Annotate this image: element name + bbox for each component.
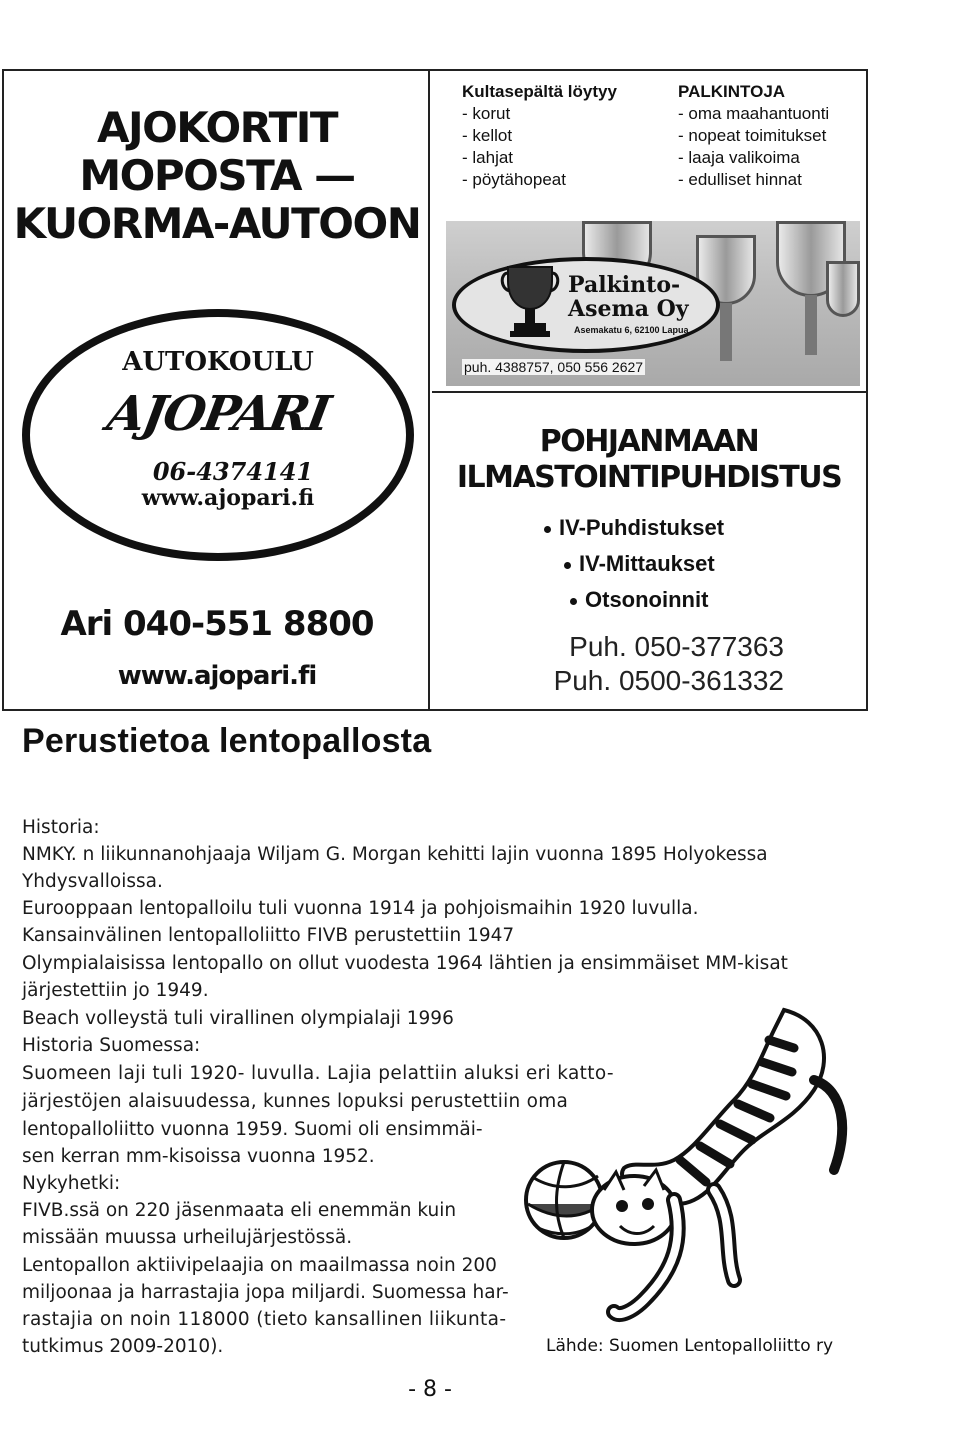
service-label: IV-Mittaukset xyxy=(579,551,715,576)
article-line: Kansainvälinen lentopalloliitto FIVB perustettiin 1947 xyxy=(22,925,515,946)
trophy-heading: PALKINTOJA xyxy=(678,82,786,101)
article-line: järjestöjen alaisuudessa, kunnes lopuksi perustettiin oma xyxy=(22,1091,569,1112)
ajopari-website: www.ajopari.fi xyxy=(117,661,317,691)
article-line: Historia Suomessa: xyxy=(22,1035,201,1056)
ad-headline-line-3: KUORMA-AUTOON xyxy=(13,199,421,248)
service-item xyxy=(570,587,708,613)
service-item xyxy=(544,515,724,541)
jewellery-list xyxy=(462,81,617,191)
article-line: missään muussa urheilujärjestössä. xyxy=(22,1227,353,1248)
logo-brand: AJOPARI xyxy=(103,386,333,442)
article-line: Suomeen laji tuli 1920- luvulla. Lajia pelattiin aluksi eri katto- xyxy=(22,1063,614,1084)
article-line: sen kerran mm-kisoissa vuonna 1952. xyxy=(22,1146,375,1167)
trophy-item: - oma maahantuonti xyxy=(678,104,830,123)
palkinto-asema-name xyxy=(568,273,689,321)
article-line: Olympialaisissa lentopallo on ollut vuodesta 1964 lähtien ja ensimmäiset MM-kisat xyxy=(22,953,788,974)
article-line: lentopalloliitto vuonna 1959. Suomi oli ensimmäi- xyxy=(22,1119,483,1140)
article-line: Beach volleystä tuli virallinen olympialaji 1996 xyxy=(22,1008,454,1029)
service-item xyxy=(564,551,715,577)
article-line: Historia: xyxy=(22,817,100,838)
name-line-2: Asema Oy xyxy=(568,296,689,322)
logo-url: www.ajopari.fi xyxy=(141,485,315,511)
palkinto-asema-logo xyxy=(452,257,720,353)
palkinto-asema-ad xyxy=(432,71,866,393)
article-line: NMKY. n liikunnanohjaaja Wiljam G. Morgan kehitti lajin vuonna 1895 Holyokessa xyxy=(22,844,768,865)
article-line: Lentopallon aktiivipelaajia on maailmassa noin 200 xyxy=(22,1255,497,1276)
trophy-icon xyxy=(500,263,560,341)
trophy-stem-image xyxy=(805,295,817,355)
source-credit: Lähde: Suomen Lentopalloliitto ry xyxy=(546,1336,834,1356)
company-title-line-1: POHJANMAAN xyxy=(539,424,759,459)
tiger-volleyball-illustration xyxy=(524,1000,854,1330)
service-label: IV-Puhdistukset xyxy=(559,515,725,540)
jewellery-item: - korut xyxy=(462,104,511,123)
service-label: Otsonoinnit xyxy=(585,587,709,612)
trophy-item: - edulliset hinnat xyxy=(678,170,802,189)
advertisement-block xyxy=(2,69,868,711)
ad-headline-line-2: MOPOSTA — xyxy=(79,151,355,200)
jewellery-item: - pöytähopeat xyxy=(462,170,566,189)
article-line: Yhdysvalloissa. xyxy=(22,871,163,892)
article-line: järjestettiin jo 1949. xyxy=(22,980,209,1001)
jewellery-heading: Kultasepältä löytyy xyxy=(462,82,617,101)
ajopari-phone: Ari 040-551 8800 xyxy=(60,604,374,644)
article-line: tutkimus 2009-2010). xyxy=(22,1336,224,1357)
bullet-icon xyxy=(564,562,571,569)
name-line-1: Palkinto- xyxy=(568,272,681,298)
logo-subtitle: AUTOKOULU xyxy=(122,347,314,377)
logo-phone: 06-4374141 xyxy=(152,457,314,486)
trophy-stem-image xyxy=(720,303,732,361)
ad-headline-line-1: AJOKORTIT xyxy=(96,103,338,152)
palkinto-asema-address: Asemakatu 6, 62100 Lapua xyxy=(574,325,689,335)
jewellery-item: - lahjat xyxy=(462,148,514,167)
volleyball-icon xyxy=(526,1162,602,1238)
palkinto-asema-phone: puh. 4388757, 050 556 2627 xyxy=(464,359,644,375)
ilmastointipuhdistus-ad xyxy=(432,393,866,709)
bullet-icon xyxy=(570,598,577,605)
ajopari-logo xyxy=(22,309,414,561)
article-line: Eurooppaan lentopalloilu tuli vuonna 1914 ja pohjoismaihin 1920 luvulla. xyxy=(22,898,699,919)
article-title: Perustietoa lentopallosta xyxy=(22,722,432,760)
jewellery-item: - kellot xyxy=(462,126,513,145)
trophy-item: - laaja valikoima xyxy=(678,148,800,167)
ajopari-ad xyxy=(4,71,430,709)
company-phone: Puh. 050-377363 xyxy=(569,631,784,662)
page-number: - 8 - xyxy=(408,1377,452,1402)
article-line: miljoonaa ja harrastajia jopa miljardi. Suomessa har- xyxy=(22,1282,509,1303)
company-title-line-2: ILMASTOINTIPUHDISTUS xyxy=(456,460,842,495)
bullet-icon xyxy=(544,526,551,533)
tiger-figure xyxy=(592,1010,842,1314)
article-line: Nykyhetki: xyxy=(22,1173,121,1194)
article-line: FIVB.ssä on 220 jäsenmaata eli enemmän kuin xyxy=(22,1200,457,1221)
company-phone: Puh. 0500-361332 xyxy=(553,665,784,696)
trophy-cup-image xyxy=(826,261,860,317)
trophy-list xyxy=(678,81,829,191)
article-line: rastajia on noin 118000 (tieto kansallinen liikunta- xyxy=(22,1309,507,1330)
trophy-item: - nopeat toimitukset xyxy=(678,126,827,145)
